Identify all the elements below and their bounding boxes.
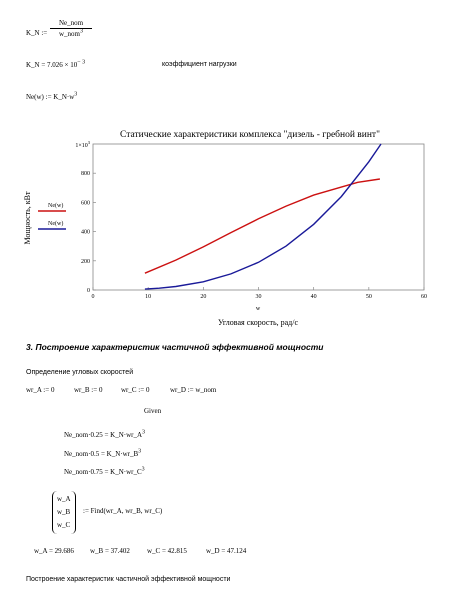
result-w-d: w_D = 47.124 [206, 547, 247, 555]
vector-item-b: w_B [57, 508, 71, 516]
x-axis-label: Угловая скорость, рад/с [217, 318, 299, 327]
plot-frame [93, 144, 424, 290]
result-vector [52, 491, 76, 534]
kn-lhs: K_N := [26, 29, 48, 37]
footer-text: Построение характеристик частичной эффективной мощности [26, 576, 231, 583]
y-tick-label: 600 [81, 200, 90, 207]
kn-result: K_N = $7.026 \times 10^{- 3}$ [26, 59, 86, 69]
section-heading: 3. Построение характеристик частичной эффективной мощности [26, 342, 324, 352]
init-wr-d: wr_D := w_nom [170, 386, 217, 394]
given-keyword: Given [144, 407, 162, 415]
result-w-c: w_C = 42.815 [147, 547, 187, 555]
x-tick-label: 60 [421, 294, 427, 300]
init-wr-c: wr_C := 0 [121, 386, 150, 394]
chart-svg [0, 118, 469, 333]
equation-c: Ne_nom·0.75 = $K\_N\cdot wr\_C^3$ [64, 466, 145, 476]
x-tick-label: 50 [365, 294, 372, 300]
x-tick-label: 30 [255, 294, 262, 300]
fraction-bar [50, 28, 92, 29]
chart-title: Статические характеристики комплекса "дизель - гребной винт" [120, 130, 380, 140]
y-axis-label: Мощность, кВт [23, 191, 32, 245]
legend-label-2: Ne(w) [48, 221, 64, 227]
kn-denominator: w_nom$^3$ [59, 28, 83, 38]
init-wr-a: wr_A := 0 [26, 386, 55, 394]
equation-b: Ne_nom·0.5 = $K\_N\cdot wr\_B^3$ [64, 448, 142, 458]
legend-label-1: Ne(w) [48, 203, 64, 209]
x-tick-label: 40 [310, 294, 317, 300]
x-variable-label: w [255, 306, 261, 312]
x-tick-label: 20 [200, 294, 207, 300]
subheading: Определение угловых скоростей [26, 369, 134, 376]
ne-definition: Ne(w) := $K\_N\cdot w^3$ [26, 91, 78, 101]
y-tick-label: 0 [87, 288, 90, 294]
result-w-a: w_A = 29.686 [34, 547, 74, 555]
result-w-b: w_B = 37.402 [90, 547, 130, 555]
y-tick-label: 200 [81, 258, 90, 265]
vector-item-c: w_C [57, 521, 71, 529]
init-wr-b: wr_B := 0 [74, 386, 103, 394]
find-call: := Find(wr_A, wr_B, wr_C) [83, 507, 163, 515]
y-tick-label: 400 [81, 229, 90, 236]
equation-a: Ne_nom·0.25 = $K\_N\cdot wr\_A^3$ [64, 429, 146, 439]
x-tick-label: 0 [91, 294, 95, 300]
vector-item-a: w_A [57, 495, 71, 503]
y-tick-label: 800 [81, 171, 90, 178]
kn-fraction [50, 19, 92, 38]
kn-numerator: Ne_nom [58, 19, 84, 27]
x-tick-label: 10 [145, 294, 152, 300]
y-top-tick: $1\times 10^3$ [75, 140, 90, 149]
kn-comment: коэффициент нагрузки [162, 61, 237, 68]
